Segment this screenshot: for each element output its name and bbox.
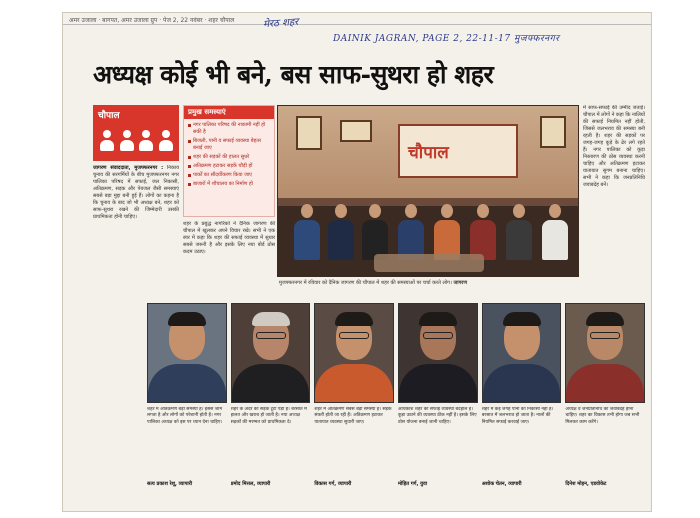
portrait-photo	[231, 303, 311, 403]
quote-text: अधिकांश शहर की सफाई व्यवस्था बदहाल है। कूड़ा उठाने की व्यवस्था ठीक नहीं है। इसके लिए ठोस योजना बनाई जानी चाहिए।	[398, 407, 477, 425]
issues-list	[184, 119, 274, 193]
issues-title: प्रमुख समस्याएं	[184, 106, 274, 119]
portrait-photo	[314, 303, 394, 403]
quote-text: शहर में अतिक्रमण बड़ी समस्या है। इससे जाम लगता है और लोगों को परेशानी होती है। नगर पालिका अध्यक्ष को इस पर ध्यान देना चाहिए।	[147, 407, 223, 425]
caption-credit: जागरण	[453, 280, 467, 286]
quote-row	[147, 405, 645, 501]
quote-card	[231, 405, 311, 501]
quote-card	[565, 405, 645, 501]
caption-text: मुजफ्फरनगर में रविवार को दैनिक जागरण की चौपाल में शहर की समस्याओं पर चर्चा करते लोग।	[279, 280, 452, 286]
article-column-left	[93, 165, 179, 315]
issue-item: बाजारों में शौचालय का निर्माण हो	[188, 181, 270, 188]
chaupal-banner	[398, 124, 518, 178]
portrait-row	[147, 303, 645, 403]
article-text-left: निकाय चुनाव की सरगर्मियों के बीच मुजफ्फरनगर नगर पालिका परिषद में सफाई, जल निकासी, अतिक्रमण, सड़क और पेयजल जैसी समस्याएं सबसे बड़ा मुद्दा बनी हुई हैं। लोगों का कहना है कि चुनाव के बाद जो भी अध्यक्ष बने, शहर को साफ-सुथरा रखने की जिम्मेदारी उसकी प्राथमिकता होनी चाहिए।	[93, 165, 179, 220]
quote-text: शहर में अतिक्रमण सबसे बड़ी समस्या है। सड़कें संकरी होती जा रही हैं। अतिक्रमण हटाकर यातायात व्यवस्था सुधारी जाए।	[314, 407, 392, 425]
quote-name: दिनेश मोहन, एडवोकेट	[565, 481, 607, 487]
chaupal-box	[93, 105, 179, 161]
handwritten-note-city: मेरठ शहर	[262, 16, 299, 31]
quote-text: शहर में कई जगह पानी की निकासी नहीं है। बरसात में जलभराव हो जाता है। नालों की नियमित सफाई करवाई जाए।	[481, 407, 554, 425]
dateline: जागरण संवाददाता, मुजफ्फरनगर :	[93, 165, 164, 171]
portrait-photo	[147, 303, 227, 403]
quote-card	[398, 405, 478, 501]
quote-name: विकास गर्ग, व्यापारी	[314, 481, 352, 487]
quote-name: मोहित गर्ग, युवा	[398, 481, 428, 487]
photo-caption	[277, 278, 579, 298]
wall-frame	[340, 120, 372, 142]
headline: अध्यक्ष कोई भी बने, बस साफ-सुथरा हो शहर	[93, 60, 494, 89]
people-icon	[93, 124, 179, 158]
wall-frame	[540, 116, 566, 148]
issue-item: पार्कों का सौंदर्यीकरण किया जाए	[188, 172, 270, 179]
chaupal-photo	[277, 105, 579, 277]
page-strip: अमर उजाला · बागपत, अमर उजाला ग्रुप · पेज 2, 22 नवंबर · शहर चौपाल	[63, 13, 651, 25]
newspaper-clipping	[62, 12, 652, 512]
issue-item: बिजली, पानी व सफाई व्यवस्था बेहतर बनाई जाए	[188, 138, 270, 152]
portrait-photo	[565, 303, 645, 403]
portrait-photo	[482, 303, 562, 403]
quote-card	[482, 405, 562, 501]
wall-frame	[296, 116, 322, 150]
handwritten-note-source: DAINIK JAGRAN, PAGE 2, 22-11-17 मुजफ्फरनगर	[333, 34, 560, 44]
quote-card	[147, 405, 227, 501]
issue-item: अतिक्रमण हटाकर सड़कें चौड़ी हों	[188, 163, 270, 170]
banner-text: चौपाल	[408, 143, 449, 163]
quote-text: शहर के अंदर की सड़कें टूटी पड़ी हैं। बरसात में हालत और खराब हो जाती है। नया अध्यक्ष सड़कों की मरम्मत को प्राथमिकता दे।	[230, 407, 307, 425]
quote-name: प्रमोद मित्तल, व्यापारी	[230, 481, 271, 487]
article-column-right: में साफ-सफाई की उम्मीद जताई। चौपाल में लोगों ने कहा कि नालियों की सफाई नियमित नहीं होती, जिससे जलभराव की समस्या बनी रहती है। शहर की सड़कों पर जगह-जगह कूड़े के ढेर लगे रहते हैं। नगर पालिका को कूड़ा निस्तारण की ठोस व्यवस्था करनी चाहिए और अतिक्रमण हटाकर यातायात सुगम बनाना चाहिए। सभी ने कहा कि जनप्रतिनिधि जवाबदेह बनें।	[583, 105, 645, 188]
quote-card	[314, 405, 394, 501]
quote-name: सत्य प्रकाश रेशू, व्यापारी	[147, 481, 193, 487]
portrait-photo	[398, 303, 478, 403]
article-column-mid: शहर के प्रबुद्ध नागरिकों ने दैनिक जागरण की चौपाल में खुलकर अपने विचार रखे। सभी ने एक स्वर में कहा कि शहर की सफाई व्यवस्था में सुधार सबसे जरूरी है और इसके लिए नया बोर्ड ठोस कदम उठाए।	[183, 221, 275, 255]
issues-box	[183, 105, 275, 217]
quote-name: अशोक चेतन, व्यापारी	[481, 481, 522, 487]
chaupal-title: चौपाल	[98, 111, 120, 121]
issue-item: शहर की सड़कों की हालत सुधरे	[188, 154, 270, 161]
quote-text: अध्यक्ष व जनप्रतिनिधि को जवाबदेह होना चाहिए। शहर का विकास तभी होगा जब सभी मिलकर काम करेंगे।	[565, 407, 640, 425]
issue-item: नगर पालिका परिषद की नाकामी नहीं हो सकी है	[188, 122, 270, 136]
